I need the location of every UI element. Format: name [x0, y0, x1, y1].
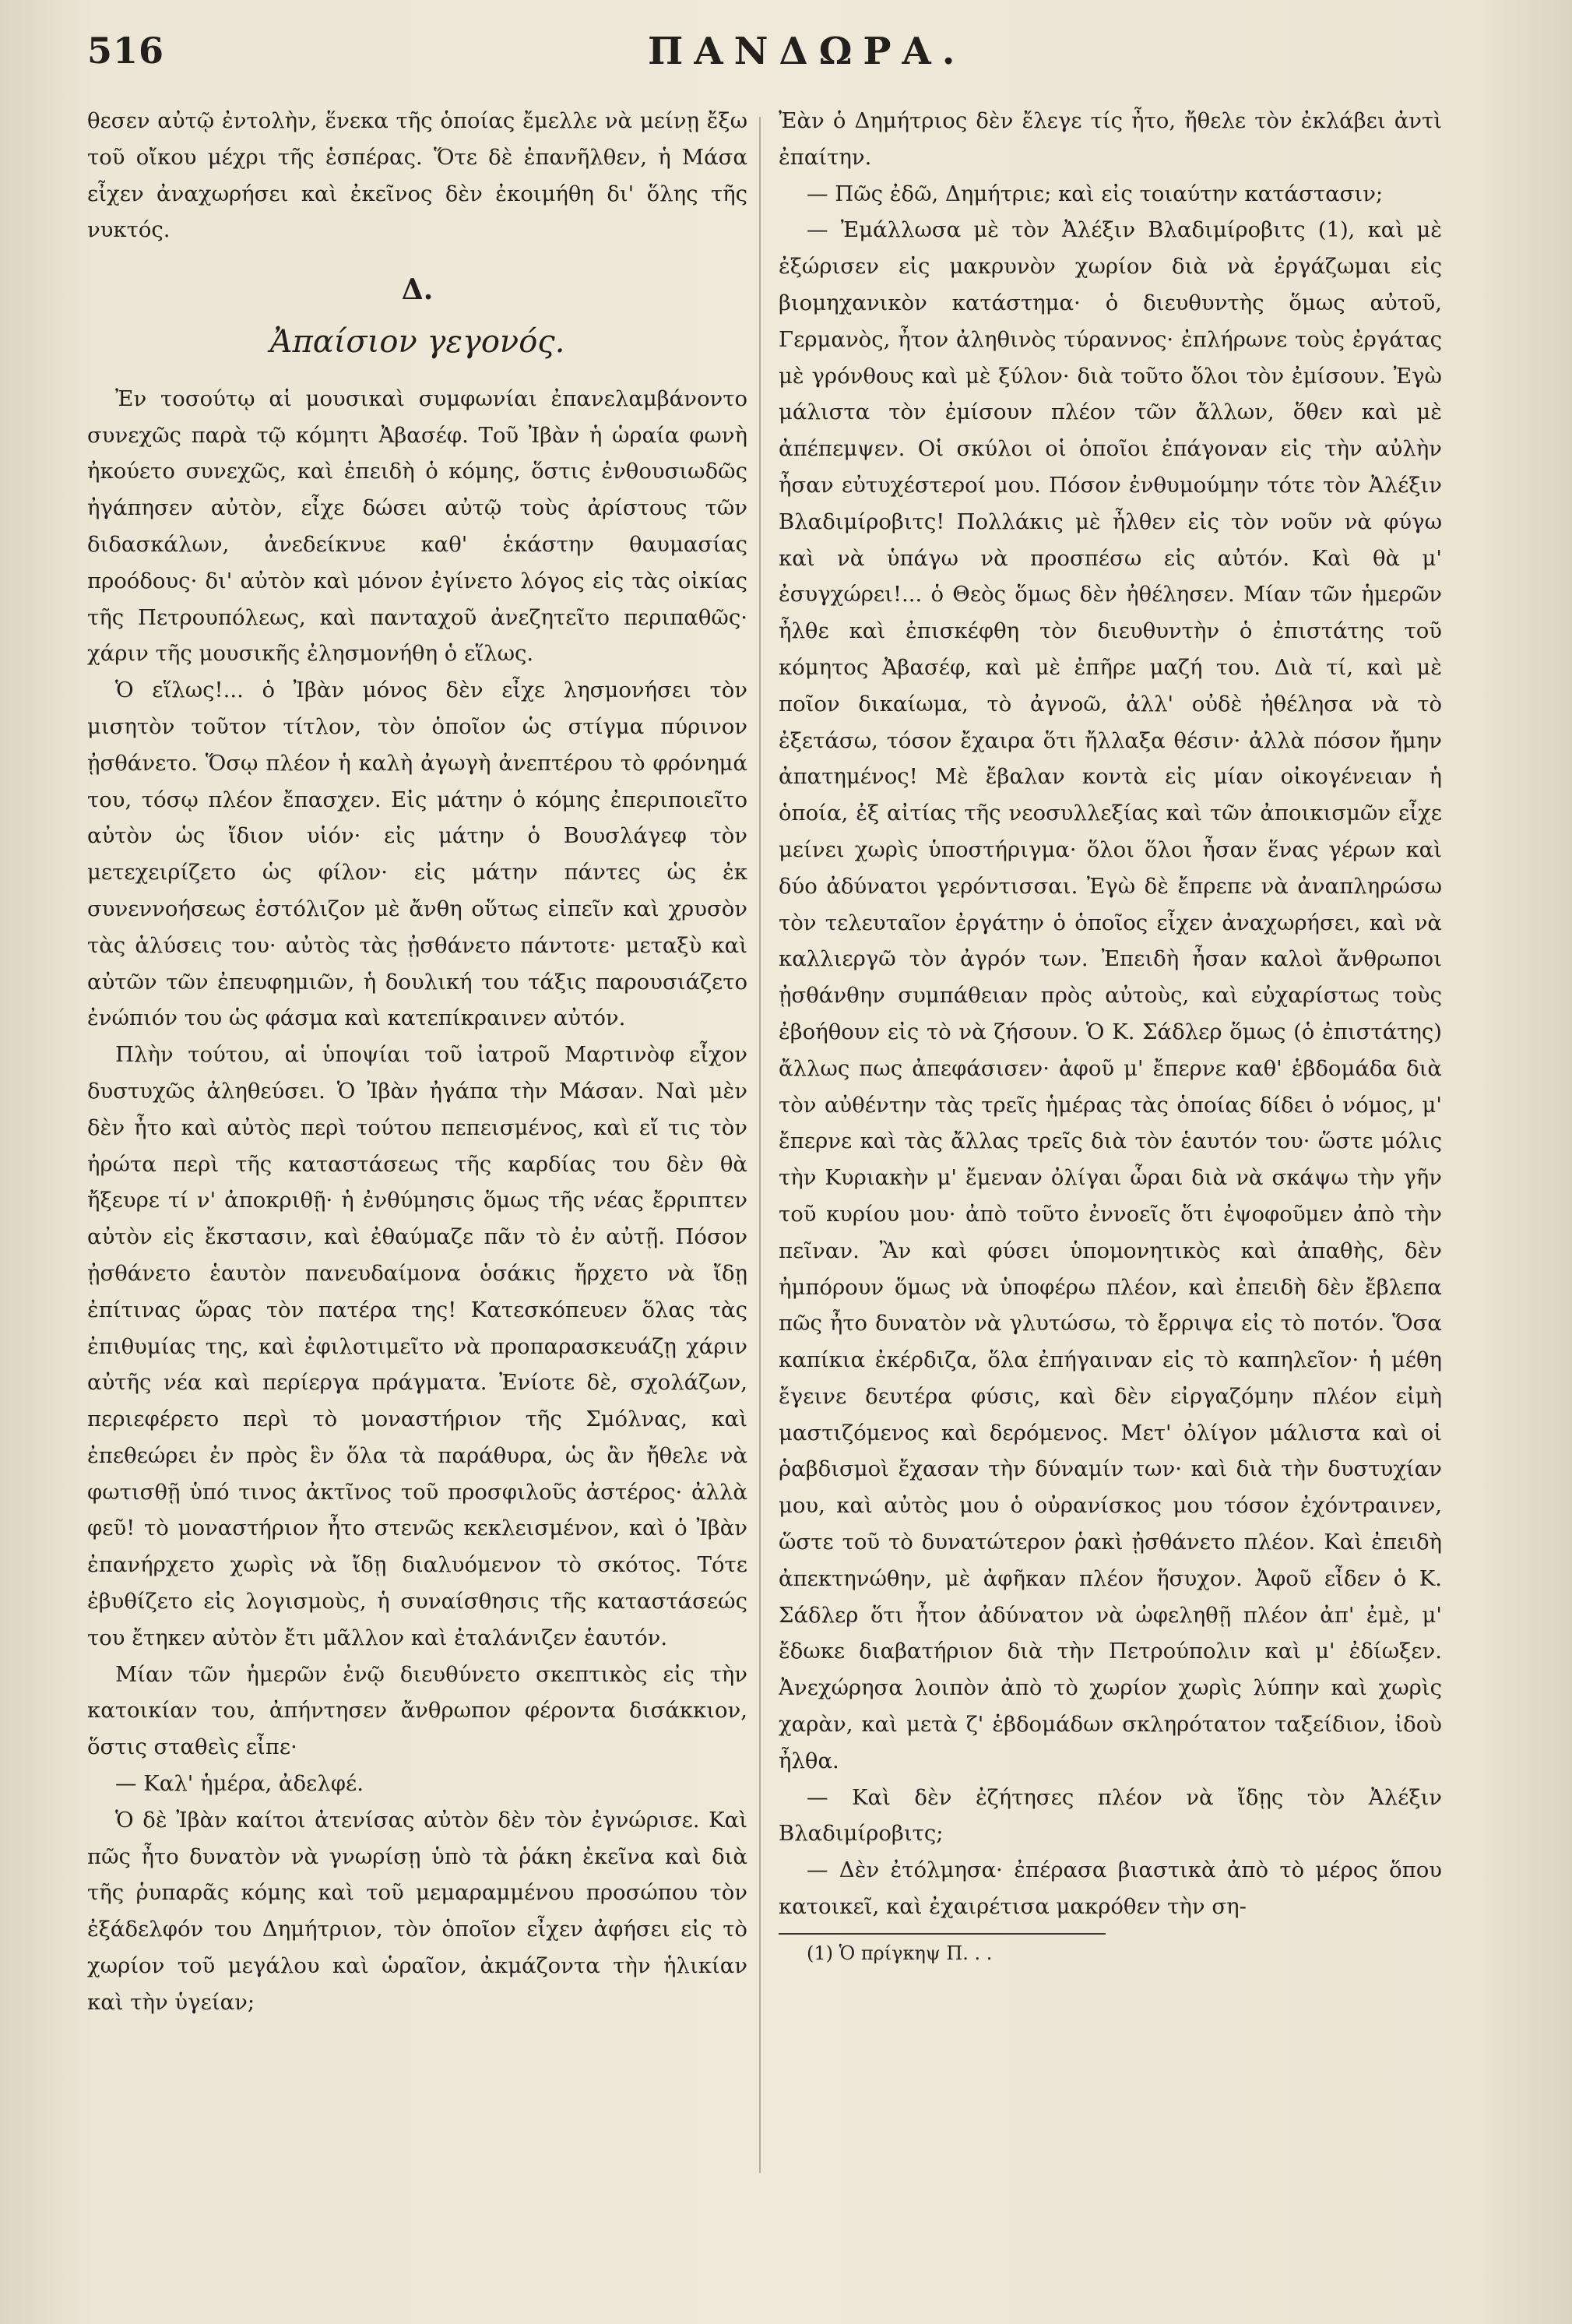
right-column	[779, 103, 1442, 2284]
dialogue-line: — Δὲν ἐτόλμησα· ἐπέρασα βιαστικὰ ἀπὸ τὸ μέρος ὅπου κατοικεῖ, καὶ ἐχαιρέτισα μακρόθεν τὴν ση-	[779, 1857, 1442, 1920]
column-divider	[759, 117, 761, 2173]
section-title: Ἀπαίσιον γεγονός.	[269, 323, 565, 360]
page-header	[87, 30, 1543, 84]
paragraph: θεσεν αὐτῷ ἐντολὴν, ἕνεκα τῆς ὁποίας ἔμελλε νὰ μείνῃ ἔξω τοῦ οἴκου μέχρι τῆς ἑσπέρας. Ὅτε δὲ ἐπανῆλθεν, ἡ Μάσα εἶχεν ἀναχωρήσει καὶ ἐκεῖνος δὲν ἐκοιμήθη δι' ὅλης τῆς νυκτός.	[87, 108, 747, 243]
paragraph: Ἐὰν ὁ Δημήτριος δὲν ἔλεγε τίς ἦτο, ἤθελε τὸν ἐκλάβει ἀντὶ ἐπαίτην.	[779, 108, 1442, 170]
paragraph: Ὁ δὲ Ἰβὰν καίτοι ἀτενίσας αὐτὸν δὲν τὸν ἐγνώρισε. Καὶ πῶς ἦτο δυνατὸν νὰ γνωρίσῃ ὑπὸ τὰ ῥάκη ἐκεῖνα καὶ διὰ τῆς ῥυπαρᾶς κόμης καὶ τοῦ μεμαραμμένου προσώπου τὸν ἐξάδελφόν του Δημήτριον, τὸν ὁποῖον εἶχεν ἀφήσει εἰς τὸ χωρίον τοῦ μεγάλου καὶ ὡραῖον, ἀκμάζοντα τὴν ἡλικίαν καὶ τὴν ὑγείαν;	[87, 1807, 747, 2015]
running-title: ΠΑΝΔΩΡΑ.	[648, 30, 966, 73]
page-number: 516	[87, 30, 165, 72]
footnote: (1) Ὁ πρίγκηψ Π. . .	[807, 1942, 993, 1964]
footnote-rule	[779, 1933, 1106, 1935]
dialogue-line: — Ἐμάλλωσα μὲ τὸν Ἀλέξιν Βλαδιμίροβιτς (1), καὶ μὲ ἐξώρισεν εἰς μακρυνὸν χωρίον διὰ νὰ ἐργάζωμαι εἰς βιομηχανικὸν κατάστημα· ὁ διευθυντὴς ὅμως αὐτοῦ, Γερμανὸς, ἦτον ἀληθινὸς τύραννος· ἐπλήρωνε τοὺς ἐργάτας μὲ γρόνθους καὶ μὲ ξύλον· διὰ τοῦτο ὅλοι τὸν ἐμίσουν. Ἐγὼ μάλιστα τὸν ἐμίσουν πλέον τῶν ἄλλων, ὅθεν καὶ μὲ ἀπέπεμψεν. Οἱ σκύλοι οἱ ὁποῖοι ἐπάγοναν εἰς τὴν αὐλὴν ἦσαν εὐτυχέστεροί μου. Πόσον ἐνθυμούμην τότε τὸν Ἀλέξιν Βλαδιμίροβιτς! Πολλάκις μὲ ἦλθεν εἰς τὸν νοῦν νὰ φύγω καὶ νὰ ὑπάγω νὰ προσπέσω εἰς αὐτόν. Καὶ θὰ μ' ἐσυγχώρει!... ὁ Θεὸς ὅμως δὲν ἠθέλησεν. Μίαν τῶν ἡμερῶν ἦλθε καὶ ἐπισκέφθη τὸν διευθυντὴν ὁ ἐπιστάτης τοῦ κόμητος Ἀβασέφ, καὶ μὲ ἐπῆρε μαζή του. Διὰ τί, καὶ μὲ ποῖον δικαίωμα, τὸ ἀγνοῶ, ἀλλ' οὐδὲ ἠθέλησα νὰ τὸ ἐξετάσω, τόσον ἔχαιρα ὅτι ἤλλαξα θέσιν· ἀλλὰ πόσον ἤμην ἀπατημένος! Μὲ ἔβαλαν κοντὰ εἰς μίαν οἰκογένειαν ἡ ὁποία, ἐξ αἰτίας τῆς νεοσυλλεξίας καὶ τῶν ἀποικισμῶν εἶχε μείνει χωρὶς ὑποστήριγμα· ὅλοι ὅλοι ἦσαν ἕνας γέρων καὶ δύο ἀδύνατοι γερόντισσαι. Ἐγὼ δὲ ἔπρεπε νὰ ἀναπληρώσω τὸν τελευταῖον ἐργάτην ὁ ὁποῖος εἶχεν ἀναχωρήσει, καὶ νὰ καλλιεργῶ τὸν ἀγρόν των. Ἐπειδὴ ἦσαν καλοὶ ἄνθρωποι ᾐσθάνθην συμπάθειαν πρὸς αὐτοὺς, καὶ εὐχαρίστως τοὺς ἐβοήθουν εἰς τὸ νὰ ζήσουν. Ὁ Κ. Σάδλερ ὅμως (ὁ ἐπιστάτης) ἄλλως πως ἀπεφάσισεν· ἀφοῦ μ' ἔπερνε καθ' ἑβδομάδα διὰ τὸν αὐθέντην τὰς τρεῖς ἡμέρας τὰς ὁποίας δίδει ὁ νόμος, μ' ἔπερνε καὶ τὰς ἄλλας τρεῖς διὰ τὸν ἑαυτόν του· ὥστε μόλις τὴν Κυριακὴν μ' ἔμεναν ὀλίγαι ὧραι διὰ νὰ σκάψω τὴν γῆν τοῦ κυρίου μου· ἀπὸ τοῦτο ἐννοεῖς ὅτι ἐψοφοῦμεν ἀπὸ τὴν πεῖναν. Ἂν καὶ φύσει ὑπομονητικὸς καὶ ἀπαθὴς, δὲν ἠμπόρουν ὅμως νὰ ὑποφέρω πλέον, καὶ ἐπειδὴ δὲν ἔβλεπα πῶς ἦτο δυνατὸν νὰ γλυτώσω, τὸ ἔρριψα εἰς τὸ ποτόν. Ὅσα καπίκια ἐκέρδιζα, ὅλα ἐπήγαιναν εἰς τὸ καπηλεῖον· ἡ μέθη ἔγεινε δευτέρα φύσις, καὶ δὲν εἰργαζόμην πλέον εἰμὴ μαστιζόμενος καὶ δερόμενος. Μετ' ὀλίγον μάλιστα καὶ οἱ ῥαβδισμοὶ ἔχασαν τὴν δύναμίν των· καὶ διὰ τὴν δυστυχίαν μου, καὶ αὐτὸς μου ὁ οὐρανίσκος μου τόσον ἐχόντραινεν, ὥστε τοῦ τὸ δυνατώτερον ῥακὶ ᾐσθάνετο πλέον. Καὶ ἐπειδὴ ἀπεκτηνώθην, μὲ ἀφῆκαν πλέον ἥσυχον. Ἀφοῦ εἶδεν ὁ Κ. Σάδλερ ὅτι ἦτον ἀδύνατον νὰ ὠφεληθῇ πλέον ἀπ' ἐμὲ, μ' ἔδωκε διαβατήριον διὰ τὴν Πετρούπολιν καὶ μ' ἐδίωξεν. Ἀνεχώρησα λοιπὸν ἀπὸ τὸ χωρίον χωρὶς λύπην καὶ χωρὶς χαρὰν, καὶ μετὰ ζ' ἑβδομάδων σκληρότατον ταξείδιον, ἰδοὺ ἦλθα.	[779, 217, 1442, 1773]
dialogue-line: — Καὶ δὲν ἐζήτησες πλέον νὰ ἴδῃς τὸν Ἀλέξιν Βλαδιμίροβιτς;	[779, 1784, 1442, 1847]
paragraph: Πλὴν τούτου, αἱ ὑποψίαι τοῦ ἰατροῦ Μαρτινὸφ εἶχον δυστυχῶς ἀληθεύσει. Ὁ Ἰβὰν ἠγάπα τὴν Μάσαν. Ναὶ μὲν δὲν ἦτο καὶ αὐτὸς περὶ τούτου πεπεισμένος, καὶ εἴ τις τὸν ἠρώτα περὶ τῆς καταστάσεως τῆς καρδίας του δὲν θὰ ἤξευρε τί ν' ἀποκριθῇ· ἡ ἐνθύμησις ὅμως τῆς νέας ἔρριπτεν αὐτὸν εἰς ἔκστασιν, καὶ ἐθαύμαζε πᾶν τὸ ἐν αὐτῇ. Πόσον ᾐσθάνετο ἑαυτὸν πανευδαίμονα ὁσάκις ἤρχετο νὰ ἴδῃ ἐπίτινας ὥρας τὸν πατέρα της! Κατεσκόπευεν ὅλας τὰς ἐπιθυμίας της, καὶ ἐφιλοτιμεῖτο νὰ προπαρασκευάζῃ χάριν αὐτῆς νέα καὶ περίεργα πράγματα. Ἐνίοτε δὲ, σχολάζων, περιεφέρετο περὶ τὸ μοναστήριον τῆς Σμόλνας, καὶ ἐπεθεώρει ἐν πρὸς ἓν ὅλα τὰ παράθυρα, ὡς ἂν ἤθελε νὰ φωτισθῇ ὑπό τινος ἀκτῖνος τοῦ προσφιλοῦς ἀστέρος· ἀλλὰ φεῦ! τὸ μοναστήριον ἦτο στενῶς κεκλεισμένον, καὶ ὁ Ἰβὰν ἐπανήρχετο χωρὶς νὰ ἴδῃ διαλυόμενον τὸ σκότος. Τότε ἐβυθίζετο εἰς λογισμοὺς, ἡ συναίσθησις τῆς καταστάσεώς του ἔτηκεν αὐτὸν ἔτι μᾶλλον καὶ ἐταλάνιζεν ἑαυτόν.	[87, 1042, 747, 1650]
paragraph: Ἐν τοσούτῳ αἱ μουσικαὶ συμφωνίαι ἐπανελαμβάνοντο συνεχῶς παρὰ τῷ κόμητι Ἀβασέφ. Τοῦ Ἰβὰν ἡ ὡραία φωνὴ ἠκούετο συνεχῶς, καὶ ἐπειδὴ ὁ κόμης, ὅστις ἐνθουσιωδῶς ἠγάπησεν αὐτὸν, εἶχε δώσει αὐτῷ τοὺς ἀρίστους τῶν διδασκάλων, ἀνεδείκνυε καθ' ἑκάστην θαυμασίας προόδους· δι' αὐτὸν καὶ μόνον ἐγίνετο λόγος εἰς τὰς οἰκίας τῆς Πετρουπόλεως, καὶ πανταχοῦ ἀνεζητεῖτο περιπαθῶς· χάριν τῆς μουσικῆς ἐλησμονήθη ὁ εἵλως.	[87, 386, 747, 667]
paragraph: Μίαν τῶν ἡμερῶν ἐνῷ διευθύνετο σκεπτικὸς εἰς τὴν κατοικίαν του, ἀπήντησεν ἄνθρωπον φέροντα δισάκκιον, ὅστις σταθεὶς εἶπε·	[87, 1661, 747, 1760]
dialogue-line: — Καλ' ἡμέρα, ἀδελφέ.	[115, 1771, 364, 1797]
section-number: Δ.	[401, 273, 434, 307]
dialogue-line: — Πῶς ἐδῶ, Δημήτριε; καὶ εἰς τοιαύτην κατάστασιν;	[807, 181, 1384, 206]
left-column	[87, 103, 747, 2284]
paragraph: Ὁ εἵλως!... ὁ Ἰβὰν μόνος δὲν εἶχε λησμονήσει τὸν μισητὸν τοῦτον τίτλον, τὸν ὁποῖον ὡς στίγμα πύρινον ᾐσθάνετο. Ὅσῳ πλέον ἡ καλὴ ἀγωγὴ ἀνεπτέρου τὸ φρόνημά του, τόσῳ πλέον ἔπασχεν. Εἰς μάτην ὁ κόμης ἐπεριποιεῖτο αὐτὸν ὡς ἴδιον υἱόν· εἰς μάτην ὁ Βουσλάγεφ τὸν μετεχειρίζετο ὡς φίλον· εἰς μάτην πάντες ὡς ἐκ συνεννοήσεως ἐστόλιζον μὲ ἄνθη οὕτως εἰπεῖν καὶ χρυσὸν τὰς ἁλύσεις του· αὐτὸς τὰς ᾐσθάνετο πάντοτε· μεταξὺ καὶ αὐτῶν τῶν ἐπευφημιῶν, ἡ δουλική του τάξις παρουσιάζετο ἐνώπιόν του ὡς φάσμα καὶ κατεπίκραινεν αὐτόν.	[87, 678, 747, 1031]
